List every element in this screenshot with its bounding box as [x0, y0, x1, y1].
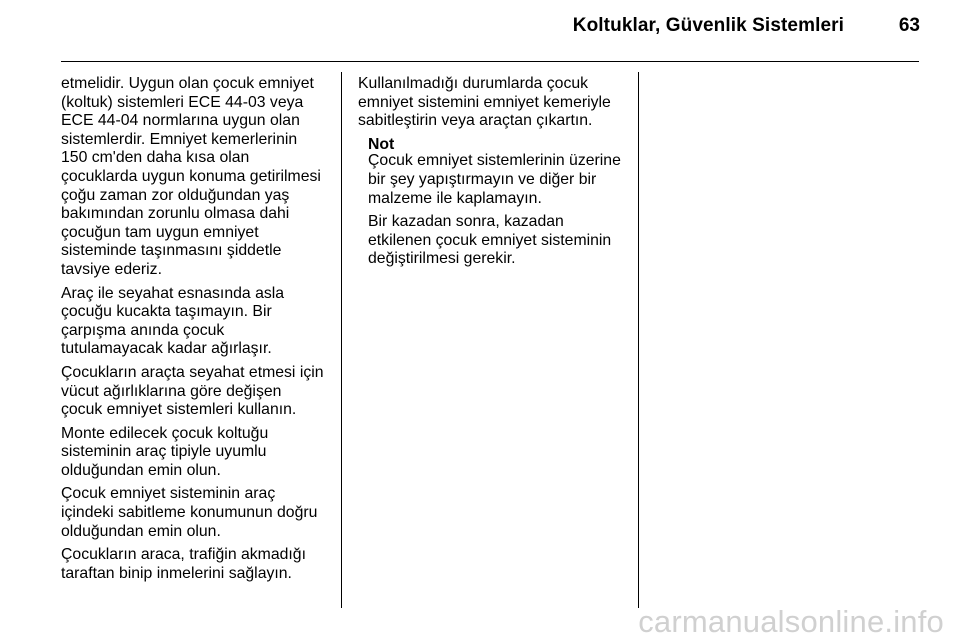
paragraph: Çocukların araçta seyahat etmesi için vücut ağırlıklarına göre değişen çocuk emniyet sistemleri kullanın.: [61, 363, 324, 419]
note-box: [368, 136, 633, 269]
paragraph: Çocuk emniyet sisteminin araç içindeki sabitleme konumunun doğru olduğundan emin olun.: [61, 485, 318, 540]
page-number: 63: [898, 15, 920, 36]
paragraph: Monte edilecek çocuk koltuğu sisteminin araç tipiyle uyumlu olduğundan emin olun.: [61, 424, 269, 479]
header-divider: [61, 61, 919, 62]
note-paragraph: Bir kazadan sonra, kazadan etkilenen çocuk emniyet sisteminin değiştirilmesi gerekir.: [368, 213, 612, 268]
watermark: carmanualsonline.info: [638, 604, 944, 639]
column-divider: [638, 72, 639, 608]
paragraph: etmelidir. Uygun olan çocuk emniyet (koltuk) sistemleri ECE 44-03 veya ECE 44-04 normlarına uygun olan sistemlerdir. Emniyet kemerlerinin 150 cm'den daha kısa olan çocuklarda uygun konuma getirilmesi çoğu zaman zor olduğundan yaş bakımından zorunlu olmasa dahi çocuğun tam uygun emniyet sisteminde taşınmasını şiddetle tavsiye ederiz.: [61, 75, 321, 278]
paragraph: Kullanılmadığı durumlarda çocuk emniyet sistemini emniyet kemeriyle sabitleştirin veya araçtan çıkartın.: [358, 75, 611, 130]
paragraph: Çocukların araca, trafiğin akmadığı taraftan binip inmelerini sağlayın.: [61, 546, 306, 582]
left-column: [61, 75, 333, 588]
paragraph: Araç ile seyahat esnasında asla çocuğu kucakta taşımayın. Bir çarpışma anında çocuk tutulamayacak kadar ağırlaşır.: [61, 284, 285, 358]
section-title: Koltuklar, Güvenlik Sistemleri: [572, 15, 844, 36]
note-paragraph: Çocuk emniyet sistemlerinin üzerine bir şey yapıştırmayın ve diğer bir malzeme ile kaplamayın.: [368, 152, 621, 207]
column-divider: [341, 72, 342, 608]
right-column: [358, 75, 633, 274]
note-heading: Not: [368, 135, 395, 153]
